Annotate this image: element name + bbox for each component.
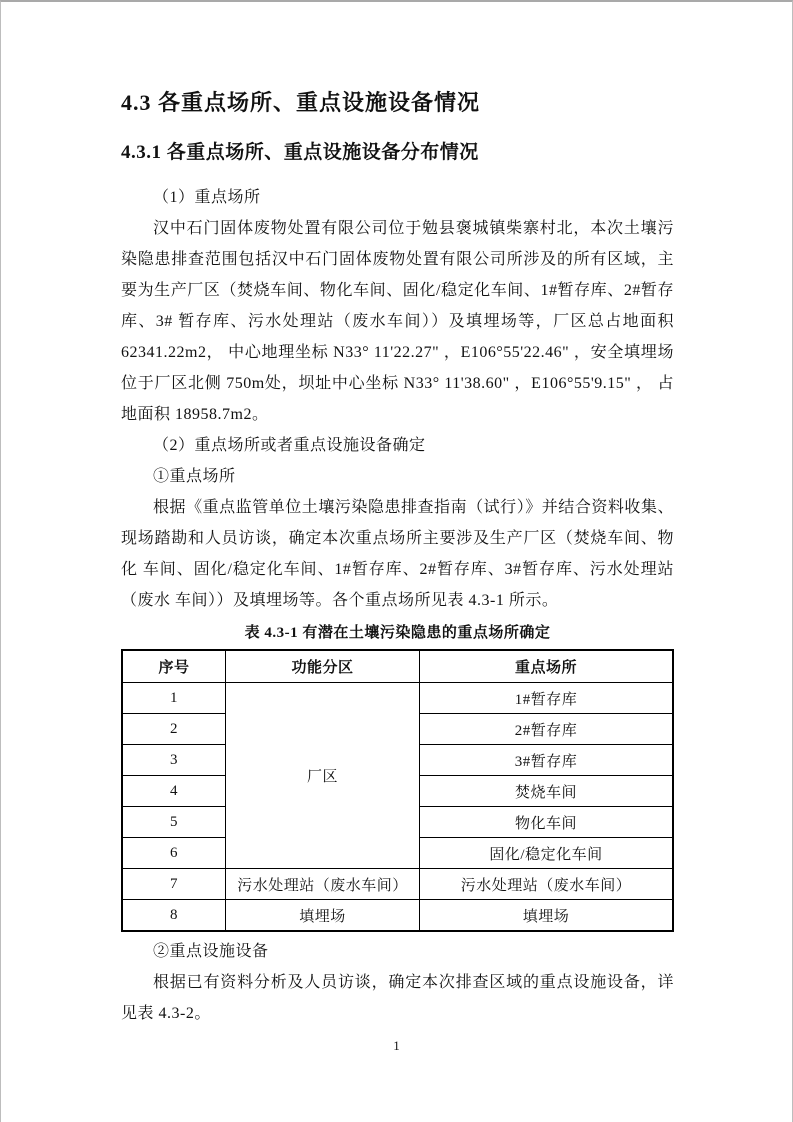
cell-site: 物化车间	[420, 807, 673, 838]
cell-site: 焚烧车间	[420, 776, 673, 807]
cell-site: 污水处理站（废水车间）	[420, 869, 673, 900]
column-header-site: 重点场所	[420, 650, 673, 683]
cell-site: 2#暂存库	[420, 714, 673, 745]
cell-index: 8	[122, 900, 226, 932]
cell-index: 4	[122, 776, 226, 807]
table-row	[122, 683, 673, 714]
paragraph-key-sites: 根据《重点监管单位土壤污染隐患排查指南（试行）》并结合资料收集、 现场踏勘和人员访谈，确定本次重点场所主要涉及生产厂区（焚烧车间、物化 车间、固化/稳定化车间、1#暂存库、2#暂存库、3#暂存库、污水处理站（废水 车间））及填埋场等。各个重点场所见表 4.3-1 所示。	[121, 499, 674, 609]
cell-site: 3#暂存库	[420, 745, 673, 776]
table-row	[122, 869, 673, 900]
list-label-2: （2）重点场所或者重点设施设备确定	[153, 437, 426, 454]
paragraph-company-overview: 汉中石门固体废物处置有限公司位于勉县褒城镇柴寨村北，本次土壤污染隐患排查范围包括汉中石门固体废物处置有限公司所涉及的所有区域，主要为生产厂区（焚烧车间、物化车间、固化/稳定化车间、1#暂存库、2#暂存库、3# 暂存库、污水处理站（废水车间））及填埋场等，厂区总占地面积 62341.22m2， 中心地理坐标 N33° 11'22.27" ，E106°55'22.46" ，安全填埋场位于厂区北侧 750m处，坝址中心坐标 N33° 11'38.60" ，E106°55'9.15" ， 占地面积 18958.7m2。	[121, 220, 674, 423]
cell-index: 3	[122, 745, 226, 776]
section-heading: 4.3 各重点场所、重点设施设备情况	[121, 90, 481, 115]
subsection-heading: 4.3.1 各重点场所、重点设施设备分布情况	[121, 142, 479, 163]
column-header-index: 序号	[122, 650, 226, 683]
cell-site: 填埋场	[420, 900, 673, 932]
table-caption: 表 4.3-1 有潜在土壤污染隐患的重点场所确定	[244, 625, 551, 641]
cell-index: 1	[122, 683, 226, 714]
page-number: 1	[393, 1038, 400, 1053]
cell-zone-merged: 厂区	[226, 683, 420, 869]
key-sites-table	[121, 649, 674, 932]
paragraph-key-equipment: 根据已有资料分析及人员访谈，确定本次排查区域的重点设施设备，详见表 4.3-2。	[121, 974, 674, 1022]
table-row	[122, 900, 673, 932]
cell-zone: 填埋场	[226, 900, 420, 932]
list-label-1: （1）重点场所	[153, 189, 261, 206]
cell-index: 2	[122, 714, 226, 745]
cell-index: 6	[122, 838, 226, 869]
cell-site: 1#暂存库	[420, 683, 673, 714]
table-header-row	[122, 650, 673, 683]
circled-item-1: ①重点场所	[153, 468, 236, 485]
cell-zone: 污水处理站（废水车间）	[226, 869, 420, 900]
column-header-zone: 功能分区	[226, 650, 420, 683]
cell-index: 5	[122, 807, 226, 838]
cell-index: 7	[122, 869, 226, 900]
circled-item-2: ②重点设施设备	[153, 943, 269, 960]
cell-site: 固化/稳定化车间	[420, 838, 673, 869]
